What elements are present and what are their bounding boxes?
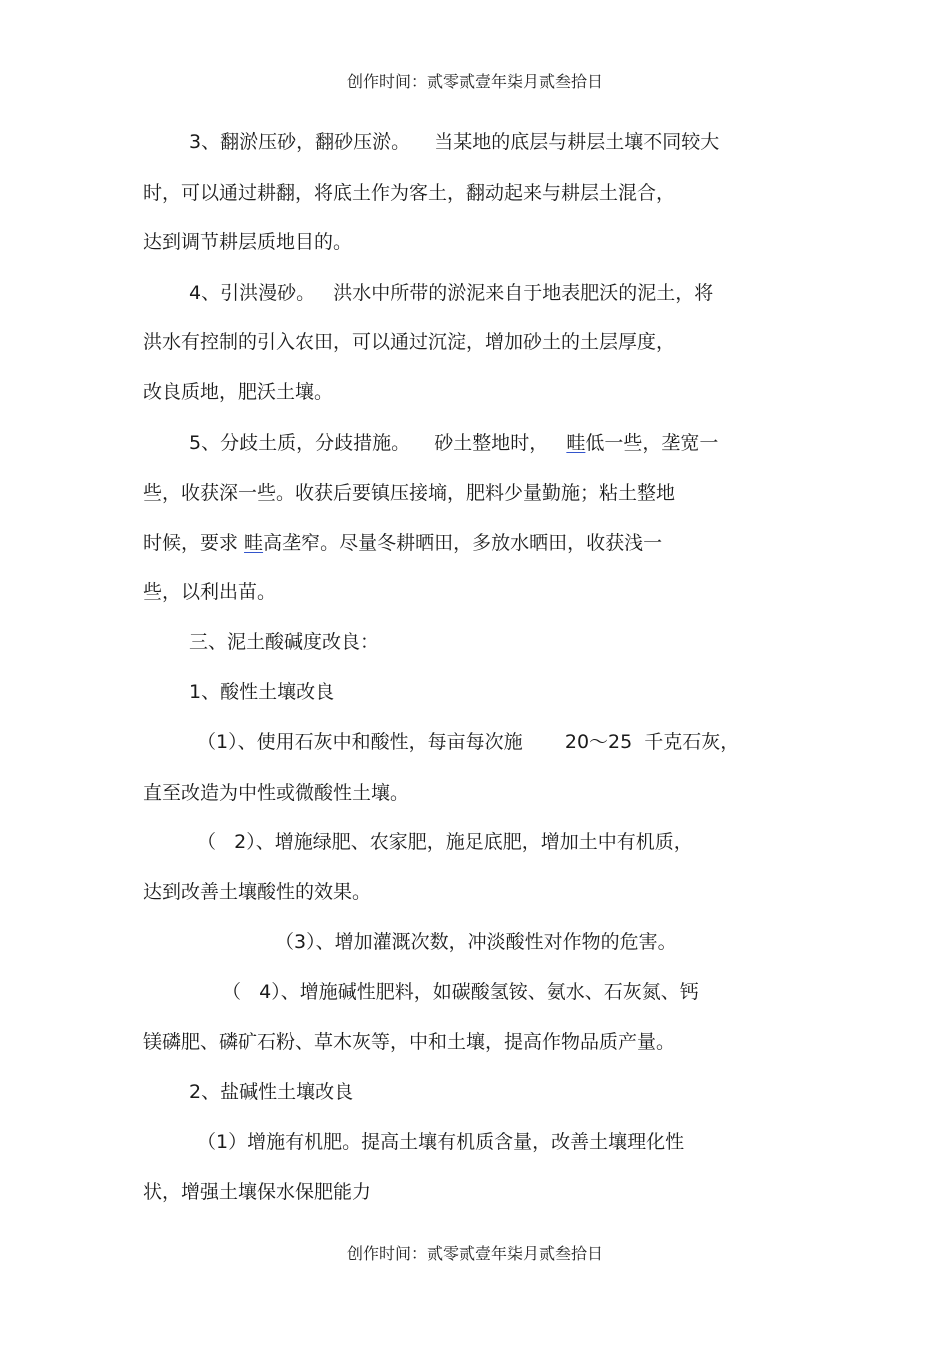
paragraph-line: 洪水有控制的引入农田，可以通过沉淀，增加砂土的土层厚度，: [143, 331, 676, 353]
paragraph-line: 达到改善土壤酸性的效果。: [143, 881, 372, 903]
paragraph-line: [189, 431, 718, 455]
page-footer: 创作时间：贰零贰壹年柒月贰叁拾日: [346, 1244, 603, 1263]
underlined-term: 畦: [566, 432, 586, 454]
paragraph-line: 状，增强土壤保水保肥能力: [143, 1181, 372, 1203]
text-run: 5、分歧土质，分歧措施。 砂土整地时，: [189, 432, 567, 454]
paragraph-line: [143, 531, 662, 555]
paragraph-line: 些，以利出苗。: [143, 581, 277, 603]
subsection-heading: 1、酸性土壤改良: [189, 681, 335, 703]
paragraph-line: 改良质地，肥沃土壤。: [143, 381, 334, 403]
paragraph-line: 些，收获深一些。收获后要镇压接墒，肥料少量勤施；粘土整地: [143, 482, 676, 504]
paragraph-line: 达到调节耕层质地目的。: [143, 231, 353, 253]
paragraph-line: 时，可以通过耕翻，将底土作为客土，翻动起来与耕层土混合，: [143, 182, 676, 204]
paragraph-line: （1）、使用石灰中和酸性，每亩每次施 20～25 千克石灰，: [197, 731, 740, 753]
paragraph-line: （ 4）、增施碱性肥料，如碳酸氢铵、氨水、石灰氮、钙: [222, 981, 699, 1003]
paragraph-line: 4、引洪漫砂。 洪水中所带的淤泥来自于地表肥沃的泥土，将: [189, 282, 714, 304]
paragraph-line: 直至改造为中性或微酸性土壤。: [143, 782, 410, 804]
paragraph-line: （ 2）、增施绿肥、农家肥，施足底肥，增加土中有机质，: [197, 831, 693, 853]
page-header: 创作时间：贰零贰壹年柒月贰叁拾日: [346, 72, 603, 91]
section-heading: 三、泥土酸碱度改良：: [189, 631, 380, 653]
paragraph-line: （1）增施有机肥。提高土壤有机质含量，改善土壤理化性: [197, 1131, 685, 1153]
paragraph-line: （3）、增加灌溉次数，冲淡酸性对作物的危害。: [275, 931, 677, 953]
paragraph-line: 3、翻淤压砂，翻砂压淤。 当某地的底层与耕层土壤不同较大: [189, 131, 720, 153]
subsection-heading: 2、盐碱性土壤改良: [189, 1081, 354, 1103]
text-run: 高垄窄。尽量冬耕晒田，多放水晒田，收获浅一: [263, 532, 663, 554]
text-run: 时候，要求: [143, 532, 245, 554]
underlined-term: 畦: [244, 532, 264, 554]
text-run: 低一些，垄宽一: [585, 432, 719, 454]
paragraph-line: 镁磷肥、磷矿石粉、草木灰等，中和土壤，提高作物品质产量。: [143, 1031, 676, 1053]
